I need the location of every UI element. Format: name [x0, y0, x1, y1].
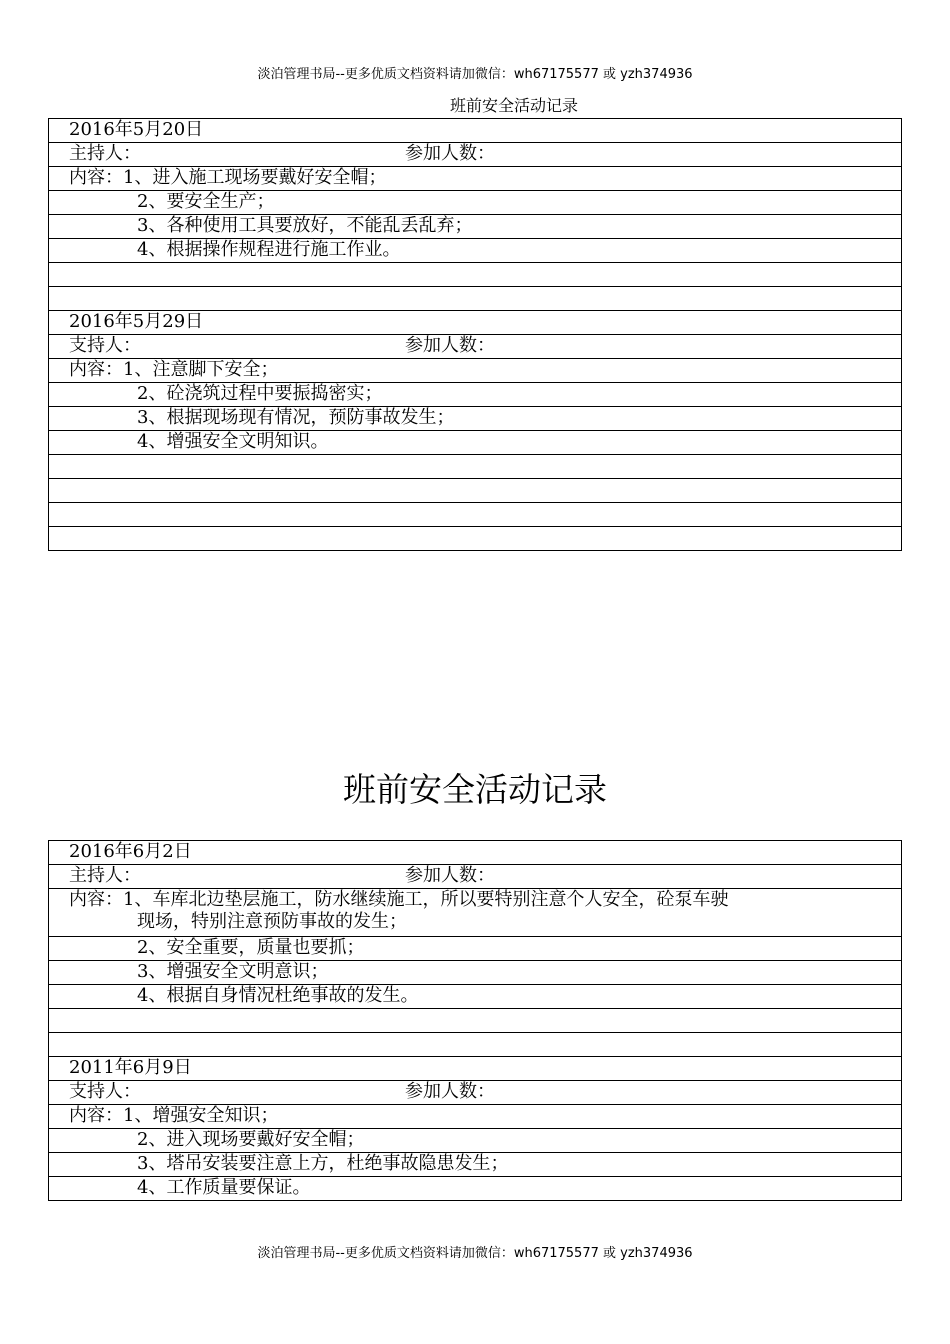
content-row: [49, 191, 902, 215]
empty-cell: [49, 1009, 902, 1033]
content-item: 4、根据自身情况杜绝事故的发生。: [137, 985, 419, 1006]
content-row: [49, 985, 902, 1009]
host-row: [49, 1081, 902, 1105]
content-item: 2、安全重要，质量也要抓；: [137, 937, 365, 958]
content-item: 4、增强安全文明知识。: [137, 431, 329, 452]
content-item: 1、进入施工现场要戴好安全帽；: [123, 167, 387, 188]
host-label: 主持人：: [69, 865, 141, 886]
participant-count-label: 参加人数：: [405, 143, 495, 164]
content-item: 2、砼浇筑过程中要振捣密实；: [137, 383, 383, 404]
table-row: [49, 359, 902, 383]
content-item: 3、增强安全文明意识；: [137, 961, 329, 982]
table-row: [49, 1177, 902, 1201]
table-row: [49, 143, 902, 167]
content-prefix: 内容：: [69, 1105, 123, 1126]
content-row: [49, 1129, 902, 1153]
content-item: 1、增强安全知识；: [123, 1105, 279, 1126]
table-row: [49, 985, 902, 1009]
content-row: [49, 1177, 902, 1201]
participant-count-label: 参加人数：: [405, 335, 495, 356]
table-row: [49, 1129, 902, 1153]
content-row: [49, 1105, 902, 1129]
content-prefix: 内容：: [69, 889, 123, 910]
host-row: [49, 865, 902, 889]
header-watermark: 淡泊管理书局--更多优质文档资料请加微信：wh67175577 或 yzh374936: [257, 67, 693, 82]
content-item-continuation: 现场，特别注意预防事故的发生；: [137, 911, 407, 932]
table-row: [49, 1105, 902, 1129]
content-prefix: 内容：: [69, 167, 123, 188]
table-row: [49, 961, 902, 985]
content-row: [49, 215, 902, 239]
table-row: [49, 1081, 902, 1105]
table-row: [49, 287, 902, 311]
date-cell: 2016年6月2日: [49, 841, 902, 865]
content-row: [49, 1153, 902, 1177]
table-row: [49, 865, 902, 889]
host-row: [49, 335, 902, 359]
participant-count-label: 参加人数：: [405, 865, 495, 886]
content-row: [49, 889, 902, 937]
empty-cell: [49, 527, 902, 551]
host-row: [49, 143, 902, 167]
host-label: 支持人：: [69, 1081, 141, 1102]
empty-cell: [49, 455, 902, 479]
content-row: [49, 239, 902, 263]
page-title-small: 班前安全活动记录: [449, 96, 578, 115]
date-cell: 2016年5月20日: [49, 119, 902, 143]
table-row: [49, 383, 902, 407]
table-row: [49, 479, 902, 503]
table-row: [49, 191, 902, 215]
content-item: 1、车库北边垫层施工，防水继续施工，所以要特别注意个人安全，砼泵车驶: [123, 889, 729, 910]
footer-watermark: 淡泊管理书局--更多优质文档资料请加微信：wh67175577 或 yzh374936: [257, 1246, 693, 1261]
content-item: 4、工作质量要保证。: [137, 1177, 311, 1198]
content-item: 3、塔吊安装要注意上方，杜绝事故隐患发生；: [137, 1153, 509, 1174]
table-row: [49, 311, 902, 335]
content-row: [49, 383, 902, 407]
table-row: [49, 889, 902, 937]
content-row: [49, 407, 902, 431]
table-row: [49, 215, 902, 239]
table-row: [49, 335, 902, 359]
empty-cell: [49, 503, 902, 527]
table-row: [49, 1153, 902, 1177]
table-row: [49, 407, 902, 431]
table-row: [49, 119, 902, 143]
table-row: [49, 239, 902, 263]
participant-count-label: 参加人数：: [405, 1081, 495, 1102]
table-row: [49, 1033, 902, 1057]
content-row: [49, 937, 902, 961]
content-prefix: 内容：: [69, 359, 123, 380]
content-item: 1、注意脚下安全；: [123, 359, 279, 380]
empty-cell: [49, 263, 902, 287]
content-row: [49, 167, 902, 191]
date-cell: 2016年5月29日: [49, 311, 902, 335]
host-label: 支持人：: [69, 335, 141, 356]
content-item: 3、根据现场现有情况，预防事故发生；: [137, 407, 455, 428]
activity-record-table-1: [48, 118, 902, 551]
table-row: [49, 937, 902, 961]
table-row: [49, 167, 902, 191]
host-label: 主持人：: [69, 143, 141, 164]
content-row: [49, 431, 902, 455]
table-row: [49, 431, 902, 455]
table-row: [49, 455, 902, 479]
empty-cell: [49, 287, 902, 311]
table-row: [49, 1009, 902, 1033]
table-row: [49, 503, 902, 527]
content-item: 2、要安全生产；: [137, 191, 275, 212]
content-item: 3、各种使用工具要放好，不能乱丢乱弃；: [137, 215, 473, 236]
activity-record-table-2: [48, 840, 902, 1201]
table-row: [49, 527, 902, 551]
content-row: [49, 359, 902, 383]
empty-cell: [49, 479, 902, 503]
content-row: [49, 961, 902, 985]
empty-cell: [49, 1033, 902, 1057]
table-row: [49, 841, 902, 865]
date-cell: 2011年6月9日: [49, 1057, 902, 1081]
table-row: [49, 1057, 902, 1081]
content-item: 2、进入现场要戴好安全帽；: [137, 1129, 365, 1150]
page-title-large: 班前安全活动记录: [343, 770, 607, 809]
content-item: 4、根据操作规程进行施工作业。: [137, 239, 401, 260]
table-row: [49, 263, 902, 287]
